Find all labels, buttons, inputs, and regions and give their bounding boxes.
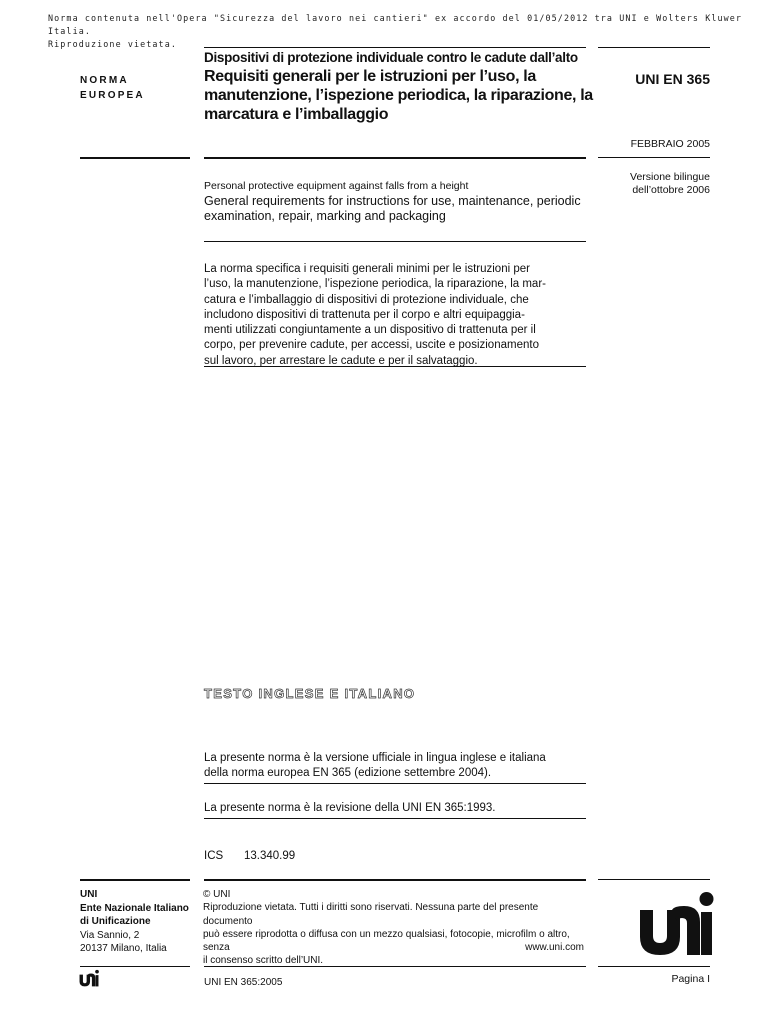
- official-line2: della norma europea EN 365 (edizione settembre 2004).: [204, 767, 492, 779]
- uni-small-logo-graphic: [79, 969, 99, 987]
- copyright-symbol-line: © UNI: [203, 889, 231, 900]
- version-note: [598, 171, 710, 197]
- rule-revision: [204, 818, 586, 819]
- ics-label: ICS: [204, 850, 224, 862]
- org-full-name-line2: di Unificazione: [80, 916, 151, 927]
- abstract-line: l’uso, la manutenzione, l’ispezione periodica, la riparazione, la mar-: [204, 278, 546, 291]
- organization-block: [80, 888, 200, 956]
- copyright-line2: può essere riprodotta o diffusa con un mezzo qualsiasi, fotocopie, microfilm o altro, senza: [203, 928, 570, 954]
- abstract-line: includono dispositivi di trattenuta per il corpo e altri equipaggia-: [204, 308, 525, 321]
- version-line2: dell’ottobre 2006: [632, 184, 710, 196]
- norma-europea-label: [80, 73, 190, 103]
- rule-top-center: [204, 47, 586, 48]
- rule-top-right: [598, 47, 710, 48]
- page-number: Pagina I: [671, 973, 710, 985]
- norma-label-line2: EUROPEA: [80, 90, 145, 101]
- abstract-line: La norma specifica i requisiti generali minimi per le istruzioni per: [204, 263, 530, 275]
- reproduction-notice-line2: Riproduzione vietata.: [48, 39, 177, 49]
- uni-logo-icon: [638, 890, 714, 956]
- website-link[interactable]: www.uni.com: [525, 942, 584, 953]
- rule-en-title: [204, 241, 586, 242]
- title-en-line1: General requirements for instructions for use, maintenance, periodic: [204, 194, 581, 208]
- official-statement: [204, 751, 589, 781]
- title-main-line3: marcatura e l’imballaggio: [204, 106, 389, 123]
- version-line1: Versione bilingue: [630, 171, 710, 183]
- language-heading: TESTO INGLESE E ITALIANO: [204, 686, 416, 701]
- org-full-name-line1: Ente Nazionale Italiano: [80, 902, 189, 914]
- rule-bottom-left: [80, 966, 190, 967]
- copyright-line1: Riproduzione vietata. Tutti i diritti sono riservati. Nessuna parte del presente documento: [203, 902, 539, 927]
- title-main-line2: manutenzione, l’ispezione periodica, la riparazione, la: [204, 87, 593, 104]
- norma-label-line1: NORMA: [80, 75, 129, 86]
- title-en-line2: examination, repair, marking and packaging: [204, 209, 446, 223]
- copyright-block: [203, 888, 588, 968]
- abstract: [204, 262, 586, 369]
- title-subtitle-it: Dispositivi di protezione individuale contro le cadute dall’alto: [204, 50, 578, 65]
- org-name: UNI: [80, 889, 98, 900]
- abstract-line: sul lavoro, per arrestare le cadute e per il salvataggio.: [204, 354, 478, 367]
- rule-official: [204, 783, 586, 784]
- title-subtitle-en: Personal protective equipment against falls from a height: [204, 180, 469, 192]
- title-main-line1: Requisiti generali per le istruzioni per l’uso, la: [204, 68, 536, 85]
- reproduction-notice-line1: Norma contenuta nell'Opera "Sicurezza del lavoro nei cantieri" ex accordo del 01/05/2012 tra UNI e Wolters Kluwer Italia.: [48, 13, 743, 36]
- footer-standard-code: UNI EN 365:2005: [204, 977, 283, 988]
- uni-logo-graphic: [638, 890, 714, 956]
- title-main-en: [204, 194, 594, 224]
- standard-code: UNI EN 365: [635, 71, 710, 87]
- rule-header-center: [204, 157, 586, 159]
- abstract-line: corpo, per prevenire cadute, per accessi, uscite e posizionamento: [204, 339, 539, 352]
- copyright-line3: il consenso scritto dell’UNI.: [203, 955, 324, 967]
- rule-footer-right: [598, 879, 710, 880]
- abstract-line: catura e l’imballaggio di dispositivi di protezione individuale, che: [204, 293, 529, 306]
- rule-header-right: [598, 157, 710, 158]
- official-line1: La presente norma è la versione ufficiale in lingua inglese e italiana: [204, 752, 546, 764]
- abstract-line: menti utilizzati congiuntamente a un dispositivo di trattenuta per il: [204, 324, 536, 337]
- title-main-it: [204, 67, 599, 124]
- org-address-line2: 20137 Milano, Italia: [80, 943, 167, 954]
- revision-statement: La presente norma è la revisione della UNI EN 365:1993.: [204, 802, 496, 814]
- rule-footer-left: [80, 879, 190, 881]
- reproduction-notice: [48, 12, 748, 51]
- publication-date: FEBBRAIO 2005: [630, 138, 710, 150]
- org-address-line1: Via Sannio, 2: [80, 929, 140, 941]
- ics-value: 13.340.99: [244, 850, 296, 862]
- rule-footer-center: [204, 879, 586, 881]
- uni-small-logo-icon: [79, 969, 99, 987]
- rule-header-left: [80, 157, 190, 159]
- rule-bottom-right: [598, 966, 710, 967]
